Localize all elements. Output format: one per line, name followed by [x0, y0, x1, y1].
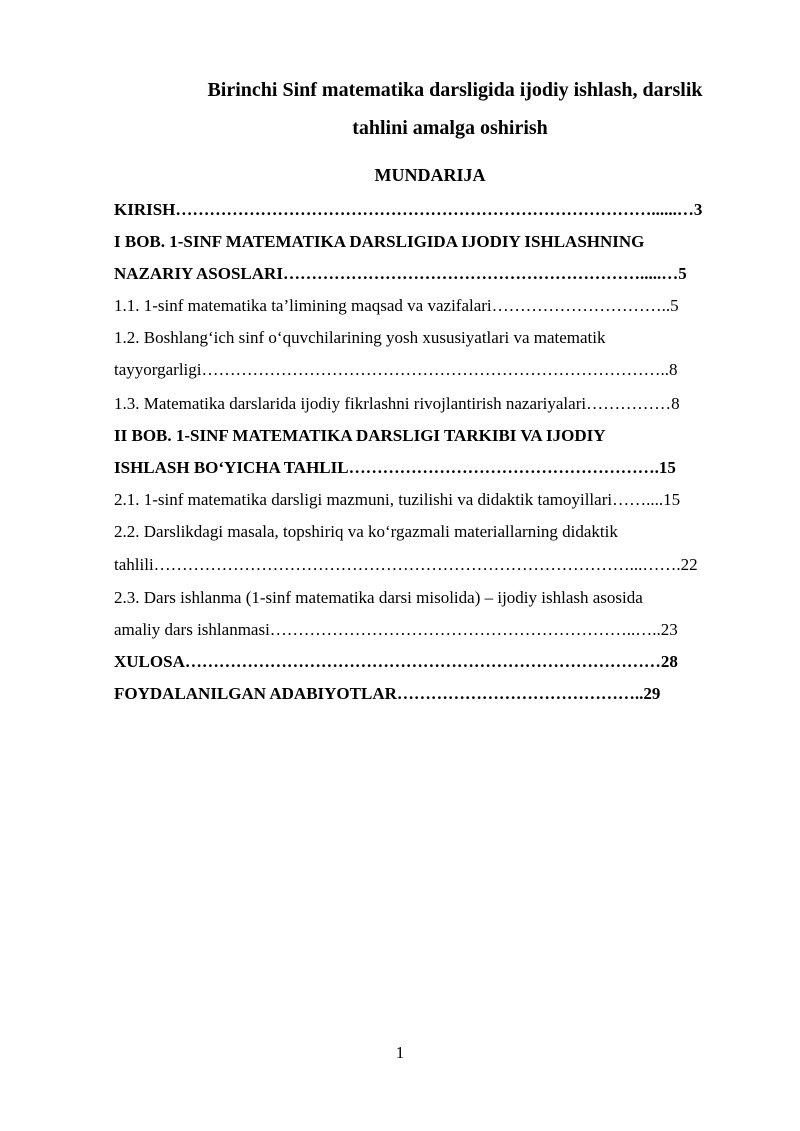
toc-heading: MUNDARIJA: [374, 165, 486, 185]
toc-entry-xulosa: XULOSA…………………………………………………………………………28: [114, 652, 678, 671]
toc-entry-2-3-line-2: amaliy dars ishlanmasi………………………………………………………..…..23: [114, 620, 678, 639]
toc-entry-2-2-line-1: 2.2. Darslikdagi masala, topshiriq va ko‘rgazmali materiallarning didaktik: [114, 522, 618, 541]
toc-entry-1-1: 1.1. 1-sinf matematika ta’limining maqsad va vazifalari…………………………..5: [114, 296, 679, 315]
document-title-line-2: tahlini amalga oshirish: [352, 117, 548, 139]
toc-entry-1-3: 1.3. Matematika darslarida ijodiy fikrlashni rivojlantirish nazariyalari……………8: [114, 394, 680, 413]
toc-entry-2-1: 2.1. 1-sinf matematika darsligi mazmuni, tuzilishi va didaktik tamoyillari……....15: [114, 490, 681, 509]
page-number: 1: [395, 1043, 405, 1062]
toc-entry-2-2-line-2: tahlili…………………………………………………………………………...…….22: [114, 555, 698, 574]
toc-entry-chapter-1-line-2: NAZARIY ASOSLARI……………………………………………………….....…5: [114, 264, 687, 283]
toc-entry-chapter-2-line-2: ISHLASH BO‘YICHA TAHLIL……………………………………………….15: [114, 458, 676, 477]
document-title-line-1: Birinchi Sinf matematika darsligida ijodiy ishlash, darslik: [207, 79, 703, 101]
toc-entry-1-2-line-1: 1.2. Boshlang‘ich sinf o‘quvchilarining yosh xususiyatlari va matematik: [114, 328, 606, 347]
toc-entry-chapter-2-line-1: II BOB. 1-SINF MATEMATIKA DARSLIGI TARKIBI VA IJODIY: [114, 426, 606, 445]
toc-entry-chapter-1-line-1: I BOB. 1-SINF MATEMATIKA DARSLIGIDA IJODIY ISHLASHNING: [114, 232, 645, 251]
toc-entry-1-2-line-2: tayyorgarligi………………………………………………………………………..8: [114, 360, 678, 379]
toc-entry-kirish: KIRISH…………………………………………………………………………......…3: [114, 200, 703, 219]
toc-entry-2-3-line-1: 2.3. Dars ishlanma (1-sinf matematika darsi misolida) – ijodiy ishlash asosida: [114, 588, 643, 607]
toc-entry-bibliography: FOYDALANILGAN ADABIYOTLAR……………………………………..29: [114, 684, 661, 703]
